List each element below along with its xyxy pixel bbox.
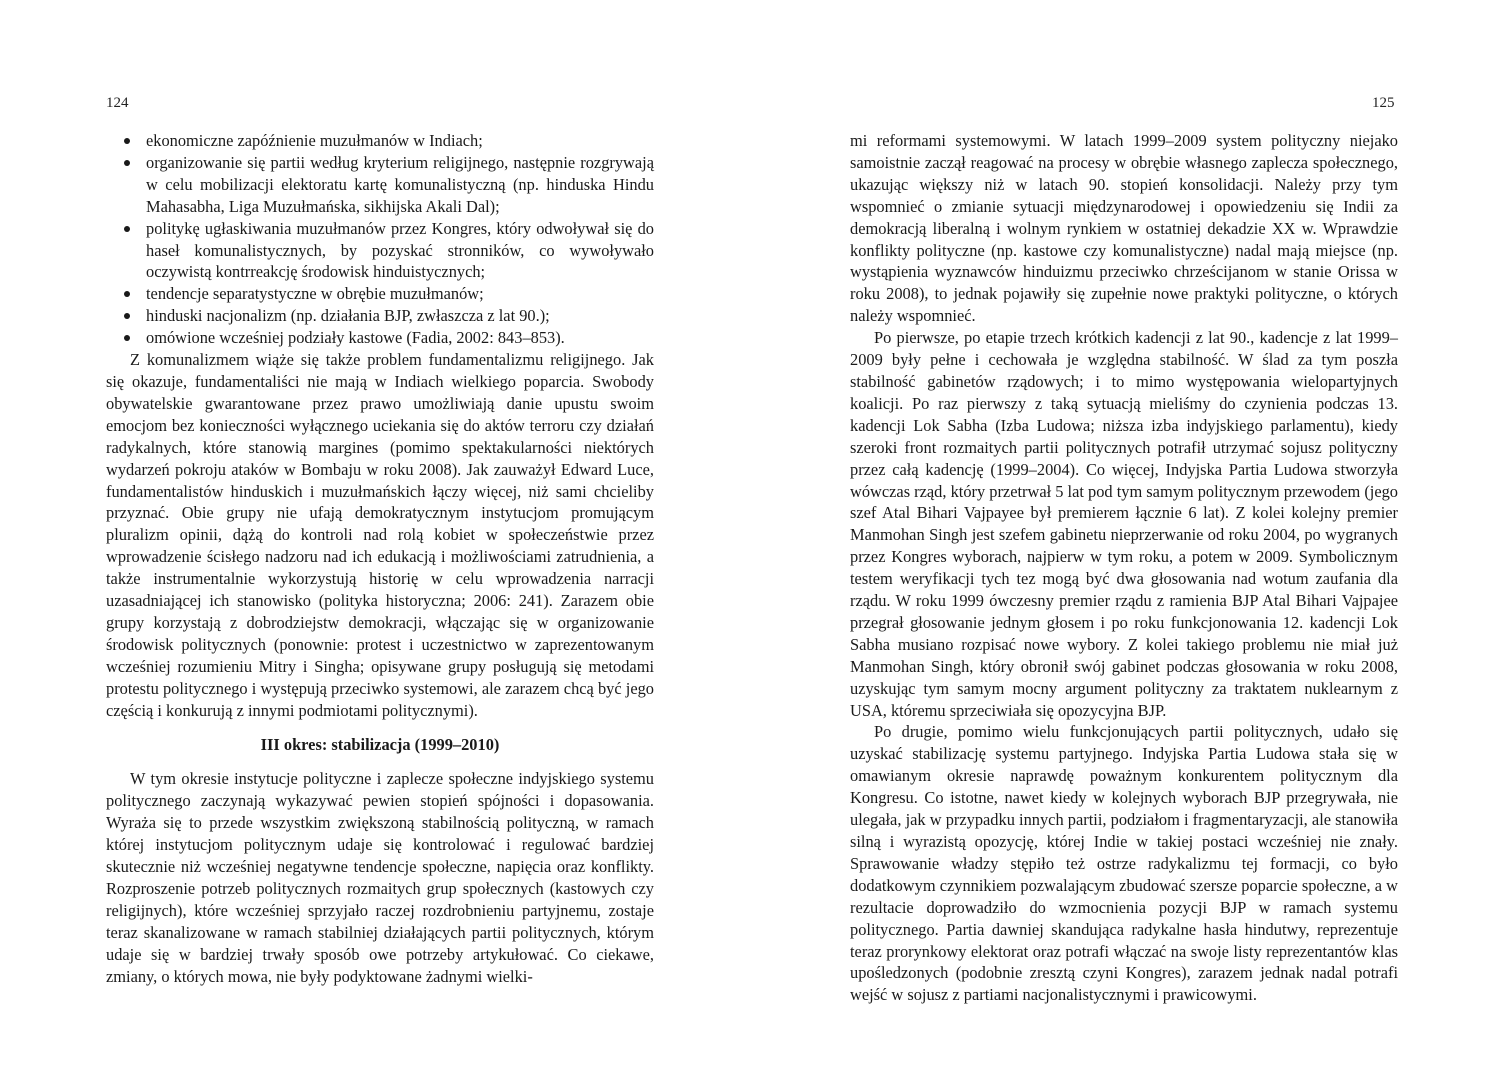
page-number-right: 125	[1372, 95, 1395, 111]
bullet-item	[106, 305, 654, 327]
bullet-text: omówione wcześniej podziały kastowe (Fadia, 2002: 843–853).	[146, 328, 565, 348]
bullet-icon	[124, 226, 130, 232]
bullet-item	[106, 283, 654, 305]
bullet-icon	[124, 138, 130, 144]
bullet-icon	[124, 291, 130, 297]
bullet-text: hinduski nacjonalizm (np. działania BJP, zwłaszcza z lat 90.);	[146, 306, 550, 326]
bullet-item	[106, 218, 654, 284]
left-page-column	[106, 130, 654, 987]
body-paragraph: Po drugie, pomimo wielu funkcjonujących partii politycznych, udało się uzyskać stabilizację systemu partyjnego. Indyjska Partia Ludowa stała się w omawianym okresie naprawdę poważnym konkurentem politycznym dla Kongresu. Co istotne, nawet kiedy w kolejnych wyborach BJP przegrywała, nie ulegała, jak w przypadku innych partii, podziałom i fragmentaryzacji, ale stanowiła silną i wyrazistą opozycję, której Indie w takiej postaci wcześniej nie znały. Sprawowanie władzy stępiło też ostrze radykalizmu tej formacji, co było dodatkowym czynnikiem pozwalającym zbudować szersze poparcie społeczne, a w rezultacie doprowadziło do wzmocnienia pozycji BJP w ramach systemu politycznego. Partia dawniej skandująca radykalne hasła hindutwy, reprezentuje teraz prorynkowy elektorat oraz potrafi włączać na swoje listy reprezentantów klas upośledzonych (podobnie zresztą czyni Kongres), zarazem jednak nadal potrafi wejść w sojusz z partiami nacjonalistycznymi i prawicowymi.	[850, 722, 1398, 1005]
bullet-text: tendencje separatystyczne w obrębie muzułmanów;	[146, 284, 484, 304]
section-heading: III okres: stabilizacja (1999–2010)	[260, 735, 500, 755]
bullet-text: organizowanie się partii według kryterium religijnego, następnie rozgrywają w celu mobilizacji elektoratu kartę komunalistyczną (np. hinduska Hindu Mahasabha, Liga Muzułmańska, sikhijska Akali Dal);	[146, 152, 654, 216]
bullet-text: ekonomiczne zapóźnienie muzułmanów w Indiach;	[146, 131, 483, 150]
right-page-column	[850, 130, 1398, 1006]
body-paragraph: W tym okresie instytucje polityczne i zaplecze społeczne indyjskiego systemu politycznego zaczynają wykazywać pewien stopień spójności i dopasowania. Wyraża się to przede wszystkim zwiększoną stabilnością polityczną, w ramach której instytucjom politycznym udaje się kontrolować i regulować bardziej skutecznie niż wcześniej negatywne tendencje społeczne, napięcia oraz konflikty. Rozproszenie potrzeb politycznych rozmaitych grup społecznych (kastowych czy religijnych), które wcześniej sprzyjało raczej rozdrobnieniu partyjnemu, zostaje teraz skanalizowane w ramach stabilniej działających partii politycznych, którym udaje się w bardziej trwały sposób owe potrzeby artykułować. Co ciekawe, zmiany, o których mowa, nie były podyktowane żadnymi wielki-	[106, 769, 654, 986]
bullet-icon	[124, 160, 130, 166]
body-paragraph-continued: mi reformami systemowymi. W latach 1999–2009 system polityczny niejako samoistnie zaczął reagować na procesy w obrębie własnego zaplecza społecznego, ukazując większy niż w latach 90. stopień konsolidacji. Należy przy tym wspomnieć o zmianie sytuacji międzynarodowej i opowiedzeniu się Indii za demokracją liberalną i wolnym rynkiem w ostatniej dekadzie XX w. Wprawdzie konflikty polityczne (np. kastowe czy komunalistyczne) nadal mają miejsce (np. wystąpienia wyznawców hinduizmu przeciwko chrześcijanom w stanie Orissa w roku 2008), to jednak pojawiły się zupełnie nowe praktyki polityczne, o których należy wspomnieć.	[850, 131, 1398, 326]
bullet-list	[106, 130, 654, 349]
bullet-item	[106, 152, 654, 218]
bullet-item	[106, 130, 654, 152]
body-paragraph: Z komunalizmem wiąże się także problem fundamentalizmu religijnego. Jak się okazuje, fundamentaliści nie mają w Indiach wielkiego poparcia. Swobody obywatelskie gwarantowane przez prawo umożliwiają danie upustu swoim emocjom bez konieczności wyłącznego uciekania się do aktów terroru czy działań radykalnych, które stanowią margines (pomimo spektakularności niektórych wydarzeń pokroju ataków w Bombaju w roku 2008). Jak zauważył Edward Luce, fundamentalistów hinduskich i muzułmańskich łączy więcej, niż sami chcieliby przyznać. Obie grupy nie ufają demokratycznym instytucjom promującym pluralizm opinii, dążą do kontroli nad rolą kobiet w społeczeństwie przez wprowadzenie ścisłego nadzoru nad ich edukacją i możliwościami zatrudnienia, a także instrumentalnie wykorzystują historię w celu wprowadzenia narracji uzasadniającej ich stanowisko (polityka historyczna; 2006: 241). Zarazem obie grupy korzystają z dobrodziejstw demokracji, włączając się w organizowanie środowisk politycznych (ponownie: protest i uczestnictwo w zaprezentowanym wcześniej rozumieniu Mitry i Singha; opisywane grupy posługują się metodami protestu politycznego i występują przeciwko systemowi, ale zarazem chcą być jego częścią i konkurują z innymi podmiotami politycznymi).	[106, 350, 654, 720]
body-paragraph: Po pierwsze, po etapie trzech krótkich kadencji z lat 90., kadencje z lat 1999–2009 były pełne i cechowała je względna stabilność. W ślad za tym poszła stabilność gabinetów rządowych; i to mimo występowania wielopartyjnych koalicji. Po raz pierwszy z taką sytuacją mieliśmy do czynienia podczas 13. kadencji Lok Sabha (Izba Ludowa; niższa izba indyjskiego parlamentu), kiedy szeroki front rozmaitych partii politycznych potrafił utrzymać sojusz polityczny przez całą kadencję (1999–2004). Co więcej, Indyjska Partia Ludowa stworzyła wówczas rząd, który przetrwał 5 lat pod tym samym politycznym przewodem (jego szef Atal Bihari Vajpayee był premierem łącznie 6 lat). Z kolei kolejny premier Manmohan Singh jest szefem gabinetu nieprzerwanie od roku 2004, po wygranych przez Kongres wyborach, najpierw w tym roku, a potem w 2009. Symbolicznym testem weryfikacji tych tez mogą być dwa głosowania nad wotum zaufania dla rządu. W roku 1999 ówczesny premier rządu z ramienia BJP Atal Bihari Vajpajee przegrał głosowanie jednym głosem i po roku funkcjonowania 12. kadencji Lok Sabha musiano rozpisać nowe wybory. Z kolei takiego problemu nie miał już Manmohan Singh, który obronił swój gabinet podczas głosowania w roku 2008, uzyskując tym samym mocny argument polityczny za traktatem nuklearnym z USA, któremu sprzeciwiała się opozycyjna BJP.	[850, 328, 1399, 720]
bullet-item	[106, 327, 654, 349]
page-number-left: 124	[106, 95, 129, 111]
bullet-icon	[124, 335, 130, 341]
bullet-text: politykę ugłaskiwania muzułmanów przez Kongres, który odwoływał się do haseł komunalistycznych, by pozyskać stronników, co wywoływało oczywistą kontrreakcję środowisk hinduistycznych;	[146, 218, 654, 282]
bullet-icon	[124, 313, 130, 319]
